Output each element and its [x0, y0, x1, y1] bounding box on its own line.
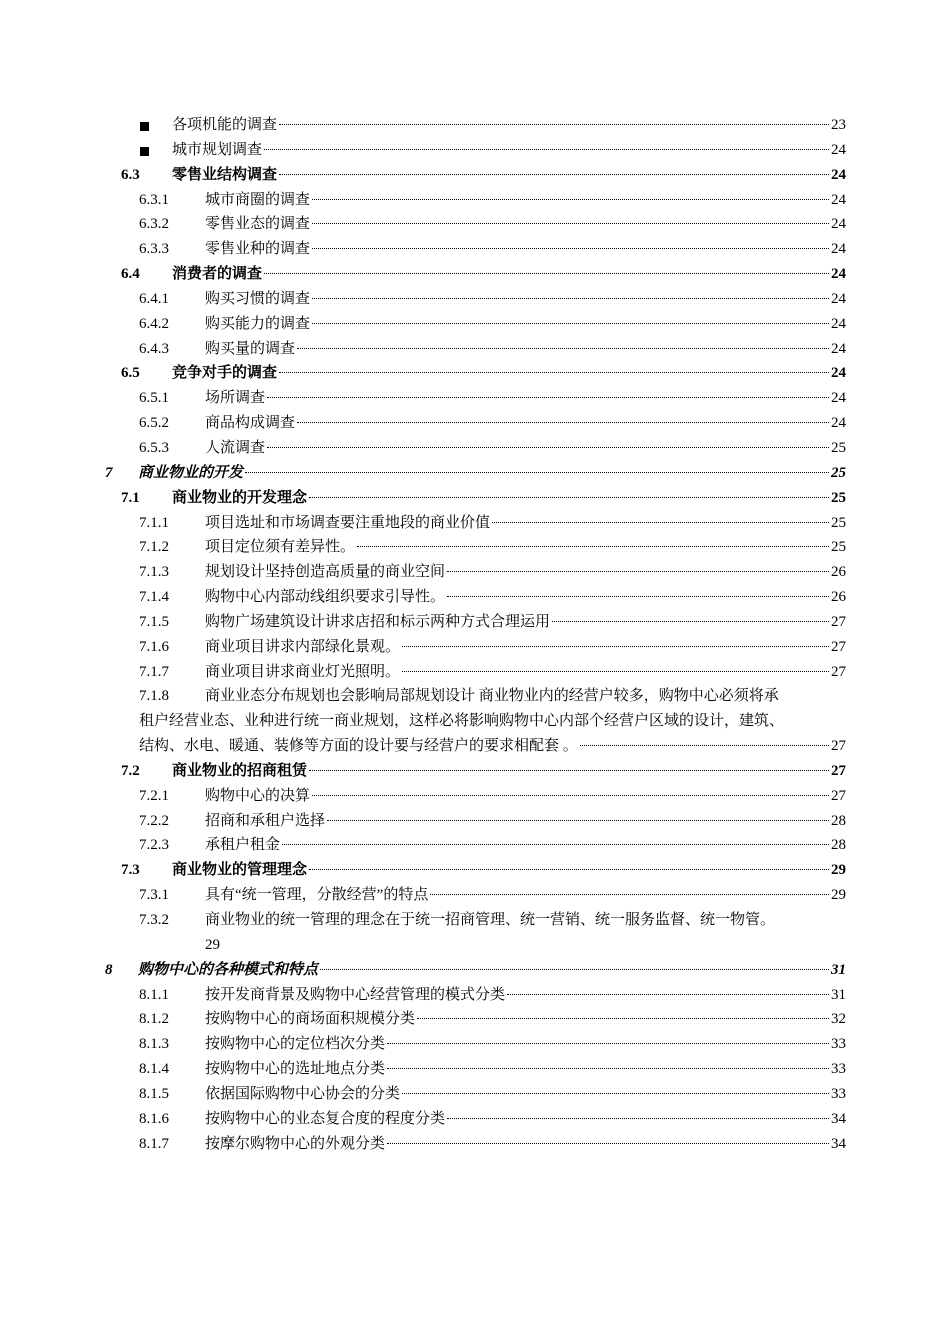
toc-entry[interactable]	[0, 1107, 950, 1132]
toc-entry[interactable]	[0, 1082, 950, 1107]
toc-entry-number: 7.1.8	[139, 688, 169, 705]
square-bullet-icon	[140, 122, 149, 131]
toc-entry-number: 7.1	[121, 489, 140, 506]
toc-entry[interactable]	[0, 212, 950, 237]
dot-leader	[447, 596, 829, 597]
toc-entry-page: 31	[831, 986, 846, 1003]
toc-entry[interactable]	[0, 784, 950, 809]
dot-leader	[312, 795, 829, 796]
toc-entry[interactable]	[0, 1132, 950, 1157]
dot-leader	[312, 298, 829, 299]
toc-entry[interactable]	[0, 361, 950, 386]
toc-entry[interactable]	[0, 411, 950, 436]
toc-entry[interactable]	[0, 486, 950, 511]
toc-entry-title: 购买量的调查	[205, 340, 296, 357]
toc-entry-title: 购物中心的决算	[205, 787, 311, 804]
toc-entry-number: 6.3.3	[139, 241, 169, 258]
toc-entry-number: 8.1.2	[139, 1011, 169, 1028]
toc-entry-page: 27	[831, 762, 846, 779]
toc-entry-page: 24	[831, 266, 846, 283]
toc-entry[interactable]	[0, 312, 950, 337]
dot-leader	[402, 1093, 829, 1094]
toc-entry-number: 6.3.1	[139, 191, 169, 208]
dot-leader	[279, 124, 829, 125]
toc-entry-page: 24	[831, 290, 846, 307]
toc-entry-title: 竞争对手的调查	[172, 365, 278, 382]
toc-entry-page: 24	[831, 141, 846, 158]
toc-entry-number: 8.1.1	[139, 986, 169, 1003]
dot-leader	[279, 372, 829, 373]
square-bullet-icon	[140, 147, 149, 156]
toc-entry-title: 按购物中心的业态复合度的程度分类	[205, 1110, 446, 1127]
toc-entry-title: 购物中心内部动线组织要求引导性。	[205, 589, 446, 606]
toc-entry-number: 7.2.3	[139, 837, 169, 854]
toc-entry-title: 招商和承租户选择	[205, 812, 326, 829]
toc-entry-number: 7	[105, 464, 113, 481]
toc-entry-title: 城市商圈的调查	[205, 191, 311, 208]
dot-leader	[387, 1068, 829, 1069]
toc-entry-page: 24	[831, 390, 846, 407]
toc-entry[interactable]	[0, 461, 950, 486]
toc-entry[interactable]	[0, 138, 950, 163]
dot-leader	[312, 323, 829, 324]
dot-leader	[309, 770, 829, 771]
toc-entry-page: 25	[831, 489, 846, 506]
toc-entry-page: 28	[831, 812, 846, 829]
toc-entry-title: 依据国际购物中心协会的分类	[205, 1085, 401, 1102]
toc-entry-page: 33	[831, 1036, 846, 1053]
toc-entry-page: 24	[831, 191, 846, 208]
toc-entry[interactable]	[0, 163, 950, 188]
toc-entry-title: 商业物业的招商租赁	[172, 762, 308, 779]
toc-entry-page: 24	[831, 315, 846, 332]
toc-entry-title: 商业物业的统一管理的理念在于统一招商管理、统一营销、统一服务监督、统一物管。	[205, 912, 776, 928]
toc-entry-page: 32	[831, 1011, 846, 1028]
dot-leader	[492, 522, 829, 523]
toc-entry[interactable]	[0, 337, 950, 362]
toc-entry[interactable]	[0, 287, 950, 312]
toc-entry-number: 6.3.2	[139, 216, 169, 233]
toc-entry-title: 购买能力的调查	[205, 315, 311, 332]
toc-entry-title: 购物中心的各种模式和特点	[138, 961, 319, 978]
toc-entry-title: 按购物中心的选址地点分类	[205, 1061, 386, 1078]
toc-entry[interactable]	[0, 560, 950, 585]
toc-entry-page: 25	[831, 514, 846, 531]
toc-entry[interactable]	[0, 858, 950, 883]
toc-entry[interactable]	[0, 113, 950, 138]
dot-leader	[357, 546, 829, 547]
toc-entry-page: 27	[831, 738, 846, 755]
toc-entry-number: 7.3.2	[139, 912, 169, 928]
toc-entry-number: 7.2	[121, 762, 140, 779]
toc-entry-number: 7.1.7	[139, 663, 169, 680]
toc-entry-page: 26	[831, 589, 846, 606]
dot-leader	[279, 174, 829, 175]
toc-entry[interactable]	[0, 660, 950, 685]
dot-leader	[387, 1043, 829, 1044]
toc-entry-number: 8.1.4	[139, 1061, 169, 1078]
toc-entry-page: 24	[831, 166, 846, 183]
toc-entry[interactable]	[0, 610, 950, 635]
toc-entry-number: 7.3	[121, 862, 140, 879]
toc-entry[interactable]	[0, 684, 950, 759]
toc-entry[interactable]	[0, 983, 950, 1008]
toc-entry-title: 按摩尔购物中心的外观分类	[205, 1135, 386, 1152]
toc-entry-number: 7.1.6	[139, 638, 169, 655]
toc-entry-title: 零售业种的调查	[205, 241, 311, 258]
dot-leader	[297, 422, 829, 423]
toc-entry[interactable]	[0, 535, 950, 560]
toc-entry-number: 6.5.2	[139, 415, 169, 432]
toc-entry-title: 具有“统一管理，分散经营”的特点	[205, 887, 429, 904]
toc-entry-page: 27	[831, 663, 846, 680]
toc-entry-title: 零售业结构调查	[172, 166, 278, 183]
toc-entry-title: 承租户租金	[205, 837, 281, 854]
toc-entry-title: 项目选址和市场调查要注重地段的商业价值	[205, 514, 491, 531]
toc-entry-title: 消费者的调查	[172, 266, 263, 283]
toc-entry-title: 各项机能的调查	[172, 117, 278, 133]
toc-entry-number: 6.5	[121, 365, 140, 382]
toc-entry[interactable]	[0, 1032, 950, 1057]
toc-entry-title: 商业项目讲求商业灯光照明。	[205, 663, 401, 680]
toc-entry-number: 8	[105, 961, 113, 978]
toc-entry-title-line2: 租户经营业态、业种进行统一商业规划，这样必将影响购物中心内部个经营户区域的设计，建筑、	[139, 713, 785, 730]
toc-entry-number: 7.2.1	[139, 787, 169, 804]
toc-entry-title-line1: 商业业态分布规划也会影响局部规划设计 商业物业内的经营户较多，购物中心必须将承	[205, 688, 779, 705]
toc-entry[interactable]	[0, 908, 950, 958]
toc-entry[interactable]	[0, 237, 950, 262]
toc-entry-page: 28	[831, 837, 846, 854]
toc-entry-number: 8.1.6	[139, 1110, 169, 1127]
dot-leader	[267, 447, 829, 448]
toc-entry-title: 购物广场建筑设计讲求店招和标示两种方式合理运用	[205, 613, 551, 630]
toc-entry-page: 34	[831, 1135, 846, 1152]
dot-leader	[387, 1143, 829, 1144]
dot-leader	[297, 348, 829, 349]
toc-entry-page: 27	[831, 787, 846, 804]
toc-entry-page: 25	[831, 539, 846, 556]
toc-entry-title: 场所调查	[205, 390, 266, 407]
toc-entry-page: 33	[831, 1085, 846, 1102]
toc-entry-page: 27	[831, 638, 846, 655]
toc-entry-number: 8.1.3	[139, 1036, 169, 1053]
toc-entry-title: 按购物中心的定位档次分类	[205, 1036, 386, 1053]
toc-entry[interactable]	[0, 635, 950, 660]
toc-entry-number: 7.2.2	[139, 812, 169, 829]
dot-leader	[507, 994, 829, 995]
dot-leader	[264, 273, 829, 274]
toc-entry-number: 6.4.1	[139, 290, 169, 307]
toc-entry[interactable]	[0, 809, 950, 834]
dot-leader	[447, 571, 829, 572]
toc-entry-page: 23	[831, 117, 846, 133]
toc-entry-number: 6.4.3	[139, 340, 169, 357]
dot-leader	[312, 199, 829, 200]
toc-entry-page: 24	[831, 415, 846, 432]
dot-leader	[245, 472, 829, 473]
toc-entry-number: 6.4	[121, 266, 140, 283]
toc-entry[interactable]	[0, 1007, 950, 1032]
toc-entry[interactable]	[0, 262, 950, 287]
toc-entry-number: 8.1.7	[139, 1135, 169, 1152]
toc-entry-number: 7.1.3	[139, 564, 169, 581]
toc-entry-page: 27	[831, 613, 846, 630]
dot-leader	[402, 671, 829, 672]
toc-entry-title: 商业物业的开发	[138, 464, 244, 481]
dot-leader	[320, 969, 829, 970]
dot-leader	[327, 820, 829, 821]
toc-entry-title: 按开发商背景及购物中心经营管理的模式分类	[205, 986, 506, 1003]
toc-entry-number: 7.1.2	[139, 539, 169, 556]
toc-entry-title: 商业物业的管理理念	[172, 862, 308, 879]
toc-entry[interactable]	[0, 188, 950, 213]
toc-entry-page: 29	[831, 862, 846, 879]
toc-entry-number: 7.1.5	[139, 613, 169, 630]
toc-entry-title: 人流调查	[205, 439, 266, 456]
dot-leader	[447, 1118, 829, 1119]
dot-leader	[312, 248, 829, 249]
toc-entry-number: 8.1.5	[139, 1085, 169, 1102]
toc-entry-page: 31	[831, 961, 846, 978]
dot-leader	[309, 497, 829, 498]
toc-entry-title: 按购物中心的商场面积规模分类	[205, 1011, 416, 1028]
dot-leader	[312, 223, 829, 224]
toc-entry-title: 商品构成调查	[205, 415, 296, 432]
dot-leader	[417, 1018, 829, 1019]
toc-entry-number: 6.5.3	[139, 439, 169, 456]
dot-leader	[552, 621, 829, 622]
dot-leader	[264, 149, 829, 150]
toc-entry-page: 34	[831, 1110, 846, 1127]
toc-entry[interactable]	[0, 958, 950, 983]
toc-entry-title: 规划设计坚持创造高质量的商业空间	[205, 564, 446, 581]
dot-leader	[430, 894, 829, 895]
toc-entry[interactable]	[0, 1057, 950, 1082]
toc-entry-number: 6.5.1	[139, 390, 169, 407]
toc-entry-page: 29	[831, 887, 846, 904]
dot-leader	[309, 869, 829, 870]
toc-entry[interactable]	[0, 883, 950, 908]
toc-entry-title: 项目定位须有差异性。	[205, 539, 356, 556]
toc-entry-page: 24	[831, 216, 846, 233]
toc-entry-page: 24	[831, 241, 846, 258]
toc-entry-number: 7.3.1	[139, 887, 169, 904]
toc-entry-page: 29	[205, 936, 220, 953]
toc-entry[interactable]	[0, 436, 950, 461]
toc-entry-page: 33	[831, 1061, 846, 1078]
toc-entry-number: 6.4.2	[139, 315, 169, 332]
dot-leader	[282, 844, 829, 845]
toc-entry-title: 商业项目讲求内部绿化景观。	[205, 638, 401, 655]
toc-entry-number: 6.3	[121, 166, 140, 183]
toc-entry-title: 城市规划调查	[172, 141, 263, 158]
toc-entry[interactable]	[0, 833, 950, 858]
toc-entry-title: 购买习惯的调查	[205, 290, 311, 307]
toc-entry-page: 24	[831, 340, 846, 357]
toc-entry[interactable]	[0, 585, 950, 610]
toc-entry-number: 7.1.1	[139, 514, 169, 531]
toc-entry-page: 25	[831, 464, 846, 481]
toc-entry-title-line3: 结构、水电、暖通、装修等方面的设计要与经营户的要求相配套 。	[139, 738, 578, 755]
toc-entry-page: 26	[831, 564, 846, 581]
toc-entry-number: 7.1.4	[139, 589, 169, 606]
toc-entry[interactable]	[0, 386, 950, 411]
toc-entry-page: 24	[831, 365, 846, 382]
dot-leader	[402, 646, 829, 647]
toc-entry-title: 商业物业的开发理念	[172, 489, 308, 506]
dot-leader	[580, 745, 829, 746]
toc-entry[interactable]	[0, 511, 950, 536]
toc-entry-title: 零售业态的调查	[205, 216, 311, 233]
table-of-contents	[0, 113, 950, 1156]
toc-entry-page: 25	[831, 439, 846, 456]
toc-entry[interactable]	[0, 759, 950, 784]
dot-leader	[267, 397, 829, 398]
